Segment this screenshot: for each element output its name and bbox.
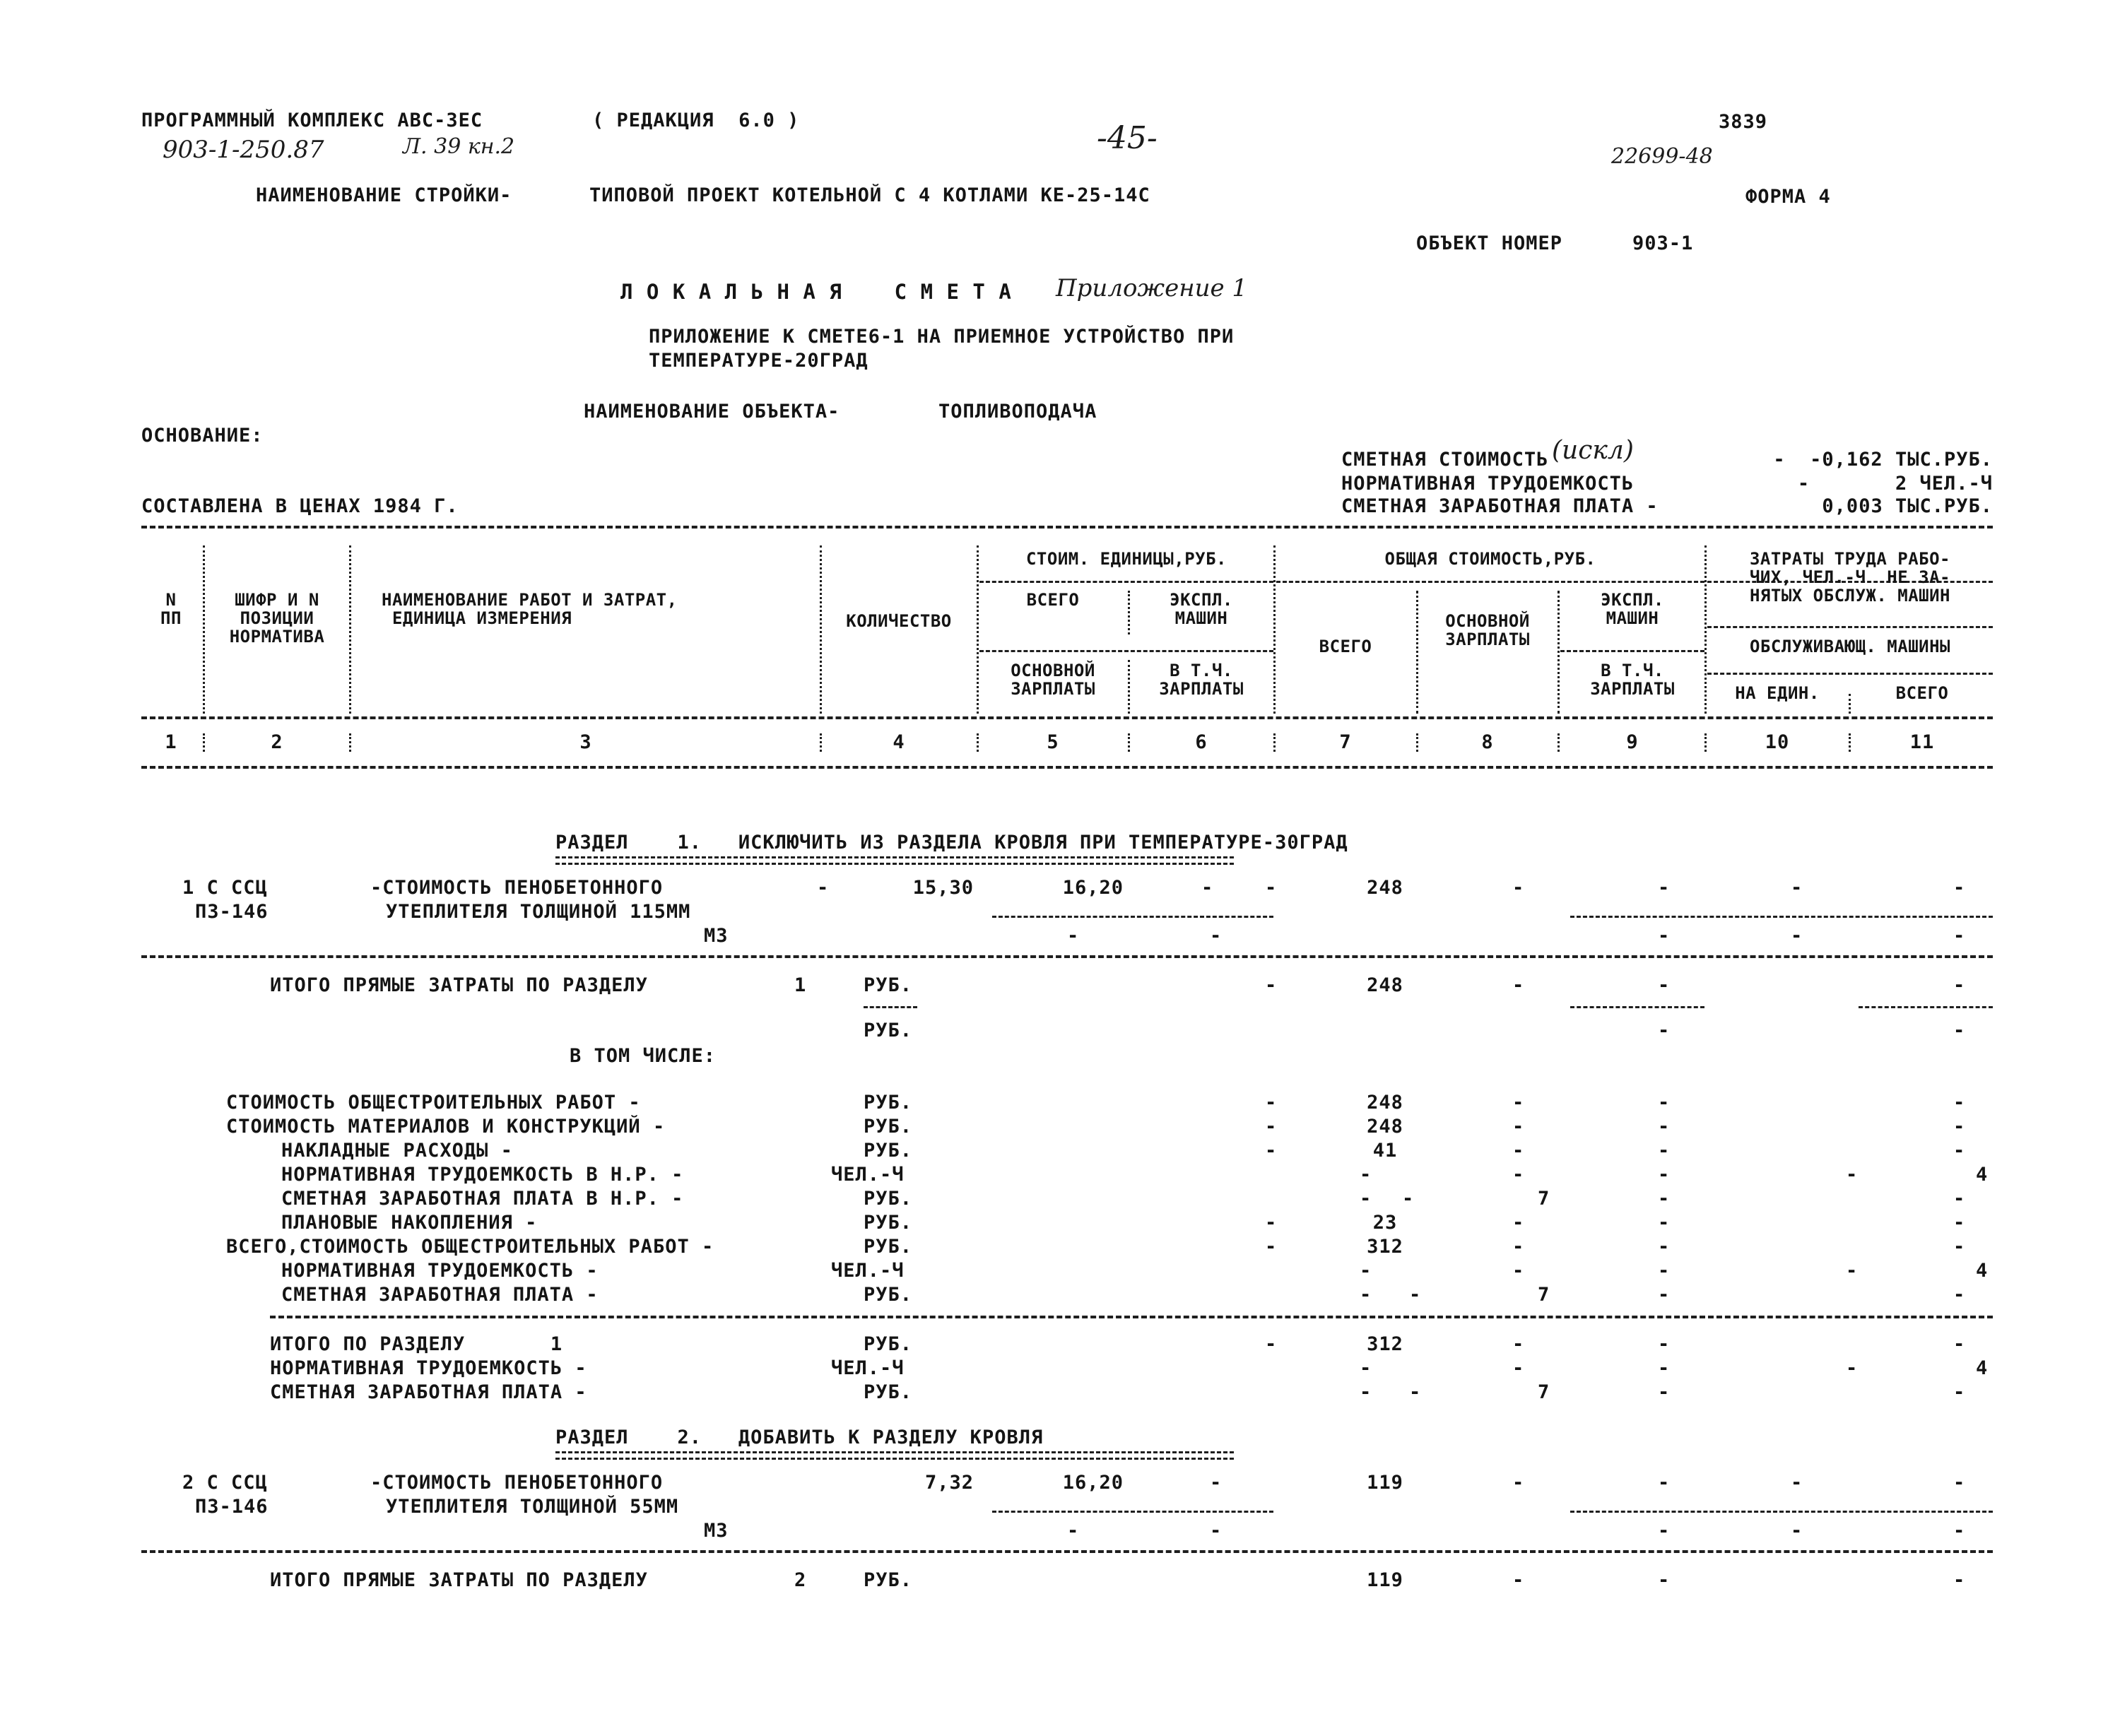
col-separator <box>1128 733 1130 752</box>
subheader-rule <box>1560 650 1704 652</box>
breakdown-dash: - <box>1265 1116 1278 1138</box>
estimate-cost-value: - -0,162 ТЫС.РУБ. <box>1773 449 1993 471</box>
subheader-rule <box>1707 626 1993 628</box>
col-header-code: ШИФР И N ПОЗИЦИИ НОРМАТИВА <box>229 590 325 646</box>
col-header-unit-total: ВСЕГО <box>1026 590 1080 610</box>
section-total-value-b: - <box>1409 1381 1422 1403</box>
section-1-direct-number: 1 <box>794 974 807 996</box>
edition: ( РЕДАКЦИЯ 6.0 ) <box>592 110 800 131</box>
object-name-label: НАИМЕНОВАНИЕ ОБЪЕКТА- <box>584 401 840 423</box>
col-header-unit-machines: ЭКСПЛ. МАШИН <box>1170 590 1233 628</box>
breakdown-labor: - <box>1953 1116 1966 1138</box>
breakdown-labor: - <box>1953 1140 1966 1162</box>
section-1-underline <box>555 856 1234 865</box>
breakdown-total: 248 <box>1367 1092 1403 1114</box>
section-total-value: - <box>1360 1357 1372 1379</box>
handwritten-appendix: Приложение 1 <box>1056 274 1248 302</box>
section-total-machines: - <box>1658 1381 1671 1403</box>
item-1-machines: - <box>1201 877 1214 899</box>
section-2-direct-unit: РУБ. <box>864 1569 913 1591</box>
col-separator <box>820 545 822 714</box>
breakdown-machines: - <box>1658 1140 1671 1162</box>
breakdown-wage: - <box>1512 1212 1525 1234</box>
subheader-rule <box>979 581 1273 583</box>
item-1-labor-unit: - <box>1791 877 1803 899</box>
section-1-direct-label: ИТОГО ПРЯМЫЕ ЗАТРАТЫ ПО РАЗДЕЛУ <box>270 974 648 996</box>
section-total-wage: 7 <box>1538 1381 1550 1403</box>
item-2-labor-unit: - <box>1791 1472 1803 1494</box>
item-2-labor-total: - <box>1953 1472 1966 1494</box>
item-2-unit-cost: 16,20 <box>1062 1472 1124 1494</box>
item-1-quantity: 15,30 <box>912 877 974 899</box>
item-1-sub-rule <box>992 916 1273 918</box>
col-number-11: 11 <box>1909 731 1935 753</box>
object-number-value: 903-1 <box>1632 232 1694 254</box>
col-separator <box>1849 733 1851 752</box>
item-1-wage: - <box>1512 877 1525 899</box>
item-2-sub-rule <box>1570 1511 1993 1513</box>
breakdown-machines: - <box>1658 1236 1671 1258</box>
item-2-labor-total-b: - <box>1953 1520 1966 1542</box>
breakdown-labor: 4 <box>1976 1260 1989 1282</box>
breakdown-total: - <box>1360 1284 1372 1306</box>
breakdown-label: НОРМАТИВНАЯ ТРУДОЕМКОСТЬ В Н.Р. - <box>281 1164 684 1186</box>
col-number-6: 6 <box>1195 731 1208 753</box>
section-2-underline <box>555 1451 1234 1460</box>
breakdown-wage: - <box>1512 1164 1525 1186</box>
breakdown-label: СТОИМОСТЬ МАТЕРИАЛОВ И КОНСТРУКЦИЙ - <box>226 1116 666 1138</box>
section-total-label: СМЕТНАЯ ЗАРАБОТНАЯ ПЛАТА - <box>270 1381 587 1403</box>
col-separator <box>203 733 205 752</box>
handwritten-sheet-ref: Л. 39 кн.2 <box>403 134 515 159</box>
prices-year: СОСТАВЛЕНА В ЦЕНАХ 1984 Г. <box>141 495 459 517</box>
col-number-10: 10 <box>1765 731 1790 753</box>
col-separator <box>977 733 979 752</box>
breakdown-labor: - <box>1953 1236 1966 1258</box>
col-header-unit-cost: СТОИМ. ЕДИНИЦЫ,РУБ. <box>1025 549 1227 569</box>
handwritten-project-code: 903-1-250.87 <box>163 136 324 164</box>
breakdown-dash: - <box>1265 1092 1278 1114</box>
appendix-line-1: ПРИЛОЖЕНИЕ К СМЕТЕ6-1 НА ПРИЕМНОЕ УСТРОЙСТВО ПРИ <box>649 326 1235 348</box>
header-bottom-rule <box>141 766 1993 769</box>
col-separator <box>349 733 351 752</box>
breakdown-total: - <box>1360 1260 1372 1282</box>
breakdown-machines: - <box>1658 1260 1671 1282</box>
item-2-number: 2 С ССЦ <box>182 1472 268 1494</box>
col-separator <box>1273 545 1276 714</box>
col-separator <box>977 545 979 714</box>
col-separator <box>1128 591 1130 634</box>
breakdown-total-b: - <box>1402 1188 1415 1210</box>
breakdown-labor: - <box>1953 1284 1966 1306</box>
estimate-title: Л О К А Л Ь Н А Я С М Е Т А <box>620 280 1012 304</box>
item-1-total-machines: - <box>1658 877 1671 899</box>
item-1-dash: - <box>817 877 830 899</box>
breakdown-labor: - <box>1953 1188 1966 1210</box>
item-1-unit: М3 <box>704 925 729 947</box>
item-2-unit: М3 <box>704 1520 729 1542</box>
item-1-name-line-1: -СТОИМОСТЬ ПЕНОБЕТОННОГО <box>370 877 664 899</box>
item-2-wage: - <box>1512 1472 1525 1494</box>
col-header-total-cost: ОБЩАЯ СТОИМОСТЬ,РУБ. <box>1384 549 1596 569</box>
wage-value: 0,003 ТЫС.РУБ. <box>1822 495 1993 517</box>
section-1-direct-dash: - <box>1265 974 1278 996</box>
item-2-unit-machine-wage: - <box>1210 1520 1223 1542</box>
wage-label: СМЕТНАЯ ЗАРАБОТНАЯ ПЛАТА - <box>1341 495 1659 517</box>
col-header-total-total: ВСЕГО <box>1319 637 1372 656</box>
section-total-label: НОРМАТИВНАЯ ТРУДОЕМКОСТЬ - <box>270 1357 587 1379</box>
section-2-direct-labor: - <box>1953 1569 1966 1591</box>
handwritten-page-number: -45- <box>1097 120 1158 156</box>
breakdown-dash: - <box>1265 1140 1278 1162</box>
section-1-direct-unit-b: РУБ. <box>864 1020 913 1041</box>
program-name: ПРОГРАММНЫЙ КОМПЛЕКС АВС-3ЕС <box>141 110 483 131</box>
col-header-total-machines: ЭКСПЛ. МАШИН <box>1601 590 1664 628</box>
section-total-wage: - <box>1512 1357 1525 1379</box>
col-header-total-wage: ОСНОВНОЙ ЗАРПЛАТЫ <box>1445 611 1530 649</box>
item-2-unit-wage: - <box>1067 1520 1080 1542</box>
breakdown-wage: - <box>1512 1140 1525 1162</box>
item-2-total-machine-wage: - <box>1658 1520 1671 1542</box>
section-2-direct-wage: - <box>1512 1569 1525 1591</box>
col-separator <box>820 733 822 752</box>
section-2-item-rule <box>141 1550 1993 1553</box>
section-2-direct-total: 119 <box>1367 1569 1403 1591</box>
appendix-line-2: ТЕМПЕРАТУРЕ-20ГРАД <box>649 350 868 372</box>
breakdown-machines: - <box>1658 1116 1671 1138</box>
section-total-dash: - <box>1265 1333 1278 1355</box>
col-number-7: 7 <box>1339 731 1352 753</box>
breakdown-label: СТОИМОСТЬ ОБЩЕСТРОИТЕЛЬНЫХ РАБОТ - <box>226 1092 641 1114</box>
col-header-labor-total: ВСЕГО <box>1895 683 1949 703</box>
section-2-direct-label: ИТОГО ПРЯМЫЕ ЗАТРАТЫ ПО РАЗДЕЛУ <box>270 1569 648 1591</box>
breakdown-labor: - <box>1953 1092 1966 1114</box>
col-header-name: НАИМЕНОВАНИЕ РАБОТ И ЗАТРАТ, ЕДИНИЦА ИЗМЕРЕНИЯ <box>382 590 678 628</box>
item-1-unit-machine-wage: - <box>1210 925 1223 947</box>
object-number-label: ОБЪЕКТ НОМЕР <box>1416 232 1563 254</box>
breakdown-unit: РУБ. <box>864 1188 913 1210</box>
col-separator <box>1128 660 1130 714</box>
section-total-unit: РУБ. <box>864 1333 913 1355</box>
col-number-3: 3 <box>579 731 592 753</box>
breakdown-wage: - <box>1512 1092 1525 1114</box>
breakdown-machines: - <box>1658 1212 1671 1234</box>
basis-label: ОСНОВАНИЕ: <box>141 425 264 447</box>
breakdown-label: СМЕТНАЯ ЗАРАБОТНАЯ ПЛАТА В Н.Р. - <box>281 1188 684 1210</box>
breakdown-unit: РУБ. <box>864 1284 913 1306</box>
breakdown-wage: - <box>1512 1236 1525 1258</box>
handwritten-cost-note: (искл) <box>1552 436 1634 465</box>
breakdown-labor: 4 <box>1976 1164 1989 1186</box>
section-1-direct-machine-wage: - <box>1658 1020 1671 1041</box>
col-header-total-machine-wage: В Т.Ч. ЗАРПЛАТЫ <box>1590 661 1675 699</box>
section-total-label: ИТОГО ПО РАЗДЕЛУ 1 <box>270 1333 563 1355</box>
section-total-unit: РУБ. <box>864 1381 913 1403</box>
breakdown-total: 41 <box>1372 1140 1398 1162</box>
breakdown-unit: РУБ. <box>864 1140 913 1162</box>
including-label: В ТОМ ЧИСЛЕ: <box>570 1045 717 1067</box>
col-separator <box>349 545 351 714</box>
section-total-unit: ЧЕЛ.-Ч <box>831 1357 905 1379</box>
col-header-labor: ЗАТРАТЫ ТРУДА РАБО- ЧИХ, ЧЕЛ.-Ч НЕ ЗА- НЯТЫХ ОБСЛУЖ. МАШИН <box>1749 549 1951 606</box>
breakdown-unit: ЧЕЛ.-Ч <box>831 1260 905 1282</box>
breakdown-wage: - <box>1512 1260 1525 1282</box>
col-header-labor-unit: НА ЕДИН. <box>1735 683 1820 703</box>
item-1-sub-rule <box>1570 916 1993 918</box>
col-separator <box>1704 733 1707 752</box>
col-separator <box>1273 733 1276 752</box>
breakdown-total: 248 <box>1367 1116 1403 1138</box>
col-number-2: 2 <box>271 731 283 753</box>
labor-label: НОРМАТИВНАЯ ТРУДОЕМКОСТЬ <box>1341 473 1635 495</box>
breakdown-labor: - <box>1953 1212 1966 1234</box>
item-2-total-machines: - <box>1658 1472 1671 1494</box>
col-separator <box>1416 733 1418 752</box>
direct-sub-rule <box>1570 1006 1704 1008</box>
subheader-rule <box>979 650 1273 652</box>
col-separator <box>1704 545 1707 714</box>
section-total-value: - <box>1360 1381 1372 1403</box>
construction-value: ТИПОВОЙ ПРОЕКТ КОТЕЛЬНОЙ С 4 КОТЛАМИ КЕ-25-14С <box>589 184 1150 206</box>
sheet-code: 3839 <box>1719 111 1768 133</box>
breakdown-label: СМЕТНАЯ ЗАРАБОТНАЯ ПЛАТА - <box>281 1284 599 1306</box>
section-total-wage: - <box>1512 1333 1525 1355</box>
item-2-code: П3-146 <box>195 1496 269 1518</box>
handwritten-archive-number: 22699-48 <box>1611 144 1713 169</box>
breakdown-label: ВСЕГО,СТОИМОСТЬ ОБЩЕСТРОИТЕЛЬНЫХ РАБОТ - <box>226 1236 714 1258</box>
breakdown-total-b: - <box>1409 1284 1422 1306</box>
item-1-labor-total-b: - <box>1953 925 1966 947</box>
col-header-quantity: КОЛИЧЕСТВО <box>846 611 952 631</box>
breakdown-labor-unit: - <box>1846 1164 1859 1186</box>
breakdown-label: ПЛАНОВЫЕ НАКОПЛЕНИЯ - <box>281 1212 538 1234</box>
section-total-labor: - <box>1953 1333 1966 1355</box>
breakdown-unit: РУБ. <box>864 1212 913 1234</box>
item-2-machines: - <box>1210 1472 1223 1494</box>
breakdown-unit: РУБ. <box>864 1116 913 1138</box>
subheader-rule <box>1276 581 1704 583</box>
estimate-cost-label: СМЕТНАЯ СТОИМОСТЬ <box>1341 449 1549 471</box>
section-1-item-rule <box>141 955 1993 958</box>
breakdown-label: НОРМАТИВНАЯ ТРУДОЕМКОСТЬ - <box>281 1260 599 1282</box>
breakdown-total: 312 <box>1367 1236 1403 1258</box>
section-total-labor-unit: - <box>1846 1357 1859 1379</box>
item-1-unit-cost: 16,20 <box>1062 877 1124 899</box>
col-separator <box>1849 694 1851 714</box>
breakdown-total: 23 <box>1372 1212 1398 1234</box>
col-number-4: 4 <box>893 731 905 753</box>
form-number: ФОРМА 4 <box>1745 186 1831 208</box>
section-1-title: РАЗДЕЛ 1. ИСКЛЮЧИТЬ ИЗ РАЗДЕЛА КРОВЛЯ ПРИ ТЕМПЕРАТУРЕ-30ГРАД <box>555 832 1348 854</box>
breakdown-machines: - <box>1658 1284 1671 1306</box>
col-header-labor-service: ОБСЛУЖИВАЮЩ. МАШИНЫ <box>1749 637 1951 656</box>
section-total-value: 312 <box>1367 1333 1403 1355</box>
col-header-unit-wage: ОСНОВНОЙ ЗАРПЛАТЫ <box>1011 661 1095 699</box>
col-separator <box>1416 591 1418 714</box>
breakdown-total: - <box>1360 1164 1372 1186</box>
breakdown-unit: РУБ. <box>864 1092 913 1114</box>
section-2-direct-machines: - <box>1658 1569 1671 1591</box>
item-1-number: 1 С ССЦ <box>182 877 268 899</box>
section-1-direct-wage: - <box>1512 974 1525 996</box>
col-number-8: 8 <box>1481 731 1494 753</box>
section-1-direct-machines: - <box>1658 974 1671 996</box>
section-total-labor: - <box>1953 1381 1966 1403</box>
item-1-name-line-2: УТЕПЛИТЕЛЯ ТОЛЩИНОЙ 115ММ <box>386 901 691 923</box>
breakdown-machines: - <box>1658 1188 1671 1210</box>
item-2-labor-unit-b: - <box>1791 1520 1803 1542</box>
header-mid-rule <box>141 716 1993 719</box>
item-2-name-line-2: УТЕПЛИТЕЛЯ ТОЛЩИНОЙ 55ММ <box>386 1496 679 1518</box>
item-1-labor-unit-b: - <box>1791 925 1803 947</box>
item-1-unit-wage: - <box>1067 925 1080 947</box>
breakdown-labor-unit: - <box>1846 1260 1859 1282</box>
section-1-direct-unit: РУБ. <box>864 974 913 996</box>
section-total-labor: 4 <box>1976 1357 1989 1379</box>
section-total-machines: - <box>1658 1333 1671 1355</box>
breakdown-dash: - <box>1265 1212 1278 1234</box>
item-1-code: П3-146 <box>195 901 269 923</box>
item-1-dash-b: - <box>1265 877 1278 899</box>
breakdown-total: - <box>1360 1188 1372 1210</box>
header-top-rule <box>141 526 1993 529</box>
breakdown-unit: ЧЕЛ.-Ч <box>831 1164 905 1186</box>
labor-value: - 2 ЧЕЛ.-Ч <box>1797 473 1993 495</box>
item-2-total: 119 <box>1367 1472 1403 1494</box>
object-name-value: ТОПЛИВОПОДАЧА <box>938 401 1097 423</box>
item-1-labor-total: - <box>1953 877 1966 899</box>
item-1-total: 248 <box>1367 877 1403 899</box>
construction-label: НАИМЕНОВАНИЕ СТРОЙКИ- <box>256 184 512 206</box>
breakdown-dash: - <box>1265 1236 1278 1258</box>
breakdown-unit: РУБ. <box>864 1236 913 1258</box>
section-1-direct-total: 248 <box>1367 974 1403 996</box>
breakdown-wage: 7 <box>1538 1284 1550 1306</box>
col-number-5: 5 <box>1047 731 1059 753</box>
col-separator <box>1557 733 1560 752</box>
section-total-machines: - <box>1658 1357 1671 1379</box>
col-number-1: 1 <box>165 731 177 753</box>
section-1-totals-rule <box>270 1316 1993 1318</box>
item-2-quantity: 7,32 <box>924 1472 974 1494</box>
col-number-9: 9 <box>1626 731 1639 753</box>
breakdown-machines: - <box>1658 1092 1671 1114</box>
section-2-direct-number: 2 <box>794 1569 807 1591</box>
col-separator <box>1557 591 1560 714</box>
col-header-number: N ПП <box>160 590 182 628</box>
item-2-sub-rule <box>992 1511 1273 1513</box>
section-2-title: РАЗДЕЛ 2. ДОБАВИТЬ К РАЗДЕЛУ КРОВЛЯ <box>555 1427 1044 1448</box>
col-header-unit-machine-wage: В Т.Ч. ЗАРПЛАТЫ <box>1159 661 1244 699</box>
item-2-name-line-1: -СТОИМОСТЬ ПЕНОБЕТОННОГО <box>370 1472 664 1494</box>
section-1-direct-labor-b: - <box>1953 1020 1966 1041</box>
section-1-direct-labor: - <box>1953 974 1966 996</box>
direct-sub-rule <box>864 1006 917 1008</box>
breakdown-wage: - <box>1512 1116 1525 1138</box>
breakdown-wage: 7 <box>1538 1188 1550 1210</box>
item-1-total-machine-wage: - <box>1658 925 1671 947</box>
direct-sub-rule <box>1859 1006 1993 1008</box>
subheader-rule <box>1707 673 1993 675</box>
breakdown-machines: - <box>1658 1164 1671 1186</box>
breakdown-label: НАКЛАДНЫЕ РАСХОДЫ - <box>281 1140 513 1162</box>
